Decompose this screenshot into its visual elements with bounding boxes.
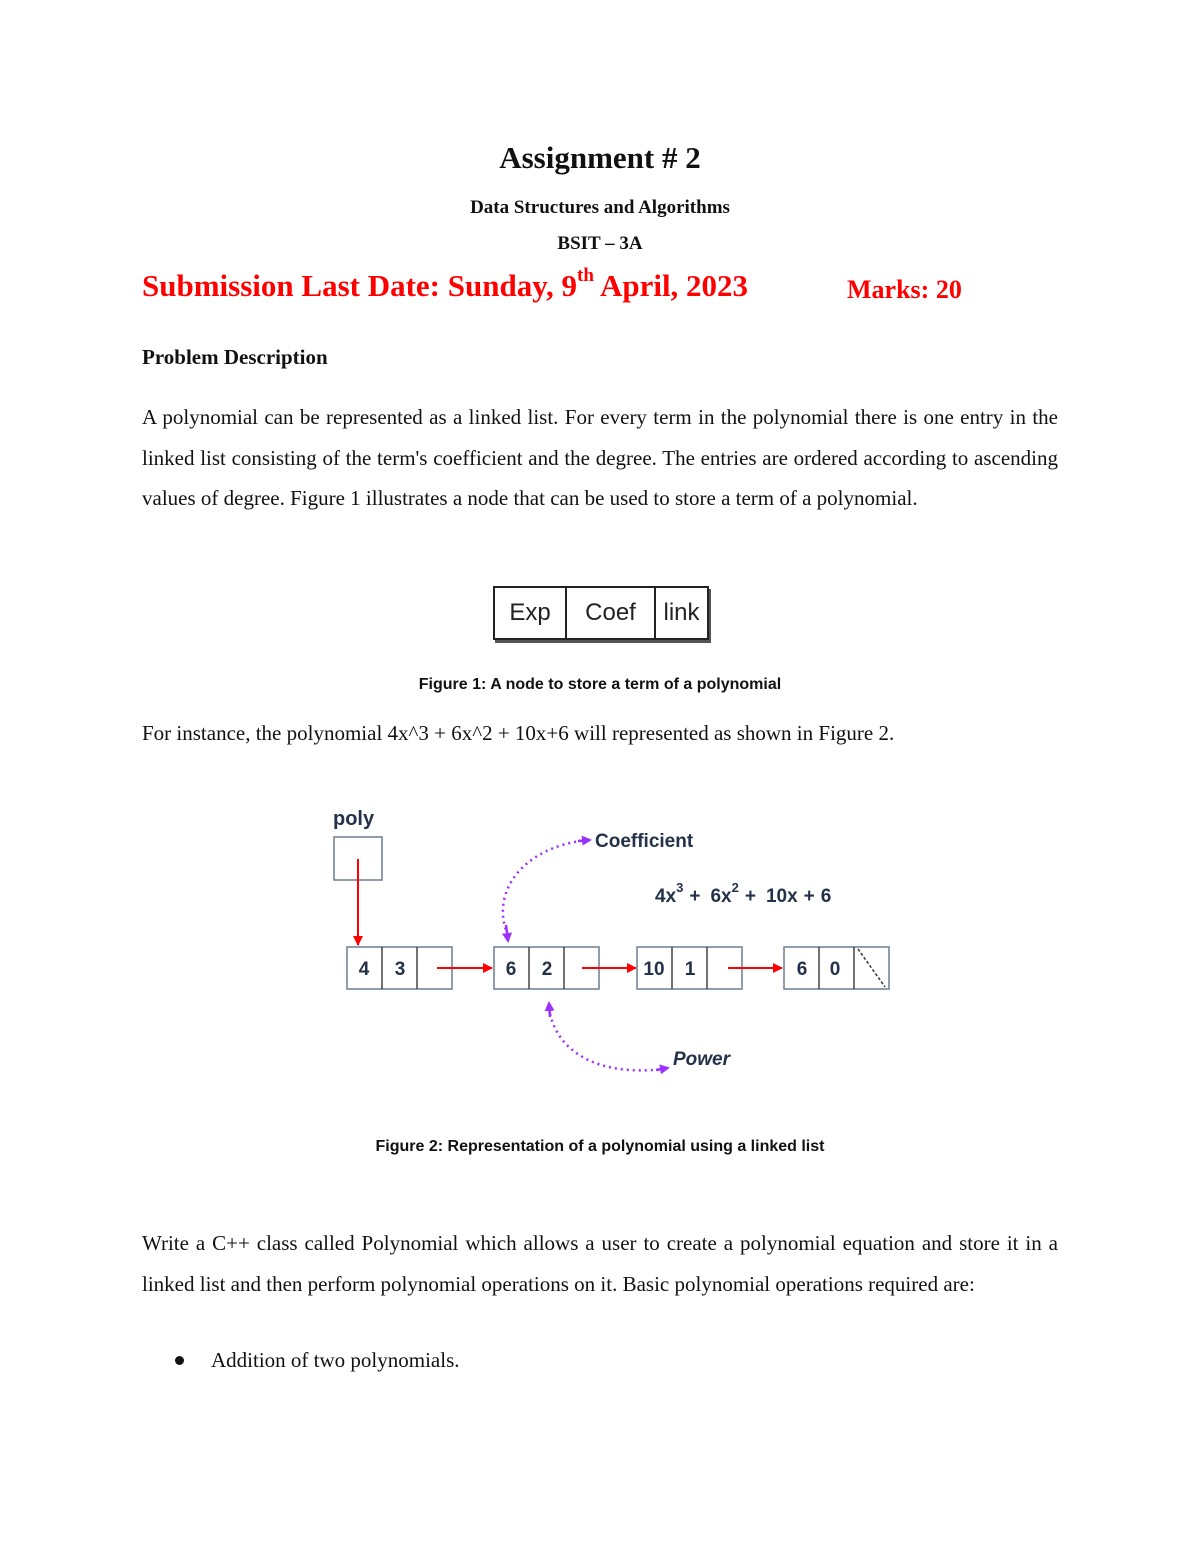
- list-node: [637, 947, 742, 989]
- paragraph-intro: A polynomial can be represented as a linked list. For every term in the polynomial there is one entry in the linked list consisting of the term's coefficient and the degree. The entries are ordered according to ascending values of degree. Figure 1 illustrates a node that can be used to store a term of a polynomial.: [142, 405, 1058, 510]
- node-coef: 6: [505, 959, 517, 980]
- poly-label: poly: [333, 808, 375, 830]
- bullet-text: Addition of two polynomials.: [211, 1348, 460, 1372]
- coefficient-annotation-arrow: [503, 840, 588, 935]
- bullet-item: [175, 1348, 460, 1373]
- list-node: [347, 947, 452, 989]
- deadline-suffix: April, 2023: [593, 268, 749, 303]
- figure2-caption: Figure 2: Representation of a polynomial using a linked list: [375, 1138, 825, 1155]
- node-coef: 6: [796, 959, 808, 980]
- coefficient-label: Coefficient: [595, 831, 694, 852]
- subject-name: Data Structures and Algorithms: [470, 197, 730, 218]
- figure2-diagram: [320, 795, 910, 1095]
- power-annotation-arrow: [549, 1008, 665, 1070]
- submission-deadline: [142, 264, 749, 304]
- polynomial-equation: $4x^3 + 6x^2 + 10x + 6$: [655, 880, 832, 907]
- list-node: [784, 947, 889, 989]
- node-exp: 2: [541, 959, 553, 980]
- node-exp: 3: [394, 959, 406, 980]
- class-section: BSIT – 3A: [557, 233, 643, 254]
- node-link-cell: link: [663, 599, 700, 626]
- deadline-superscript: th: [577, 264, 594, 286]
- section-heading: Problem Description: [142, 345, 328, 369]
- figure1-caption: Figure 1: A node to store a term of a polynomial: [418, 676, 782, 693]
- node-exp-cell: Exp: [495, 588, 567, 638]
- node-coef-cell: Coef: [567, 588, 656, 638]
- marks-label: Marks: 20: [847, 275, 962, 304]
- node-exp: 0: [829, 959, 841, 980]
- node-exp: 1: [684, 959, 696, 980]
- paragraph-example: For instance, the polynomial 4x^3 + 6x^2 + 10x+6 will represented as shown in Figure 2.: [142, 721, 895, 745]
- deadline-prefix: Submission Last Date: Sunday, 9: [142, 268, 577, 303]
- node-coef: 4: [358, 959, 370, 980]
- bullet-dot: [175, 1356, 184, 1365]
- node-coef: 10: [643, 959, 665, 980]
- power-label: Power: [673, 1049, 731, 1070]
- paragraph-task: Write a C++ class called Polynomial which allows a user to create a polynomial equation and store it in a linked list and then perform polynomial operations on it. Basic polynomial operations required are:: [142, 1231, 1058, 1296]
- figure1-node: [493, 586, 709, 640]
- page-title: Assignment # 2: [499, 140, 701, 175]
